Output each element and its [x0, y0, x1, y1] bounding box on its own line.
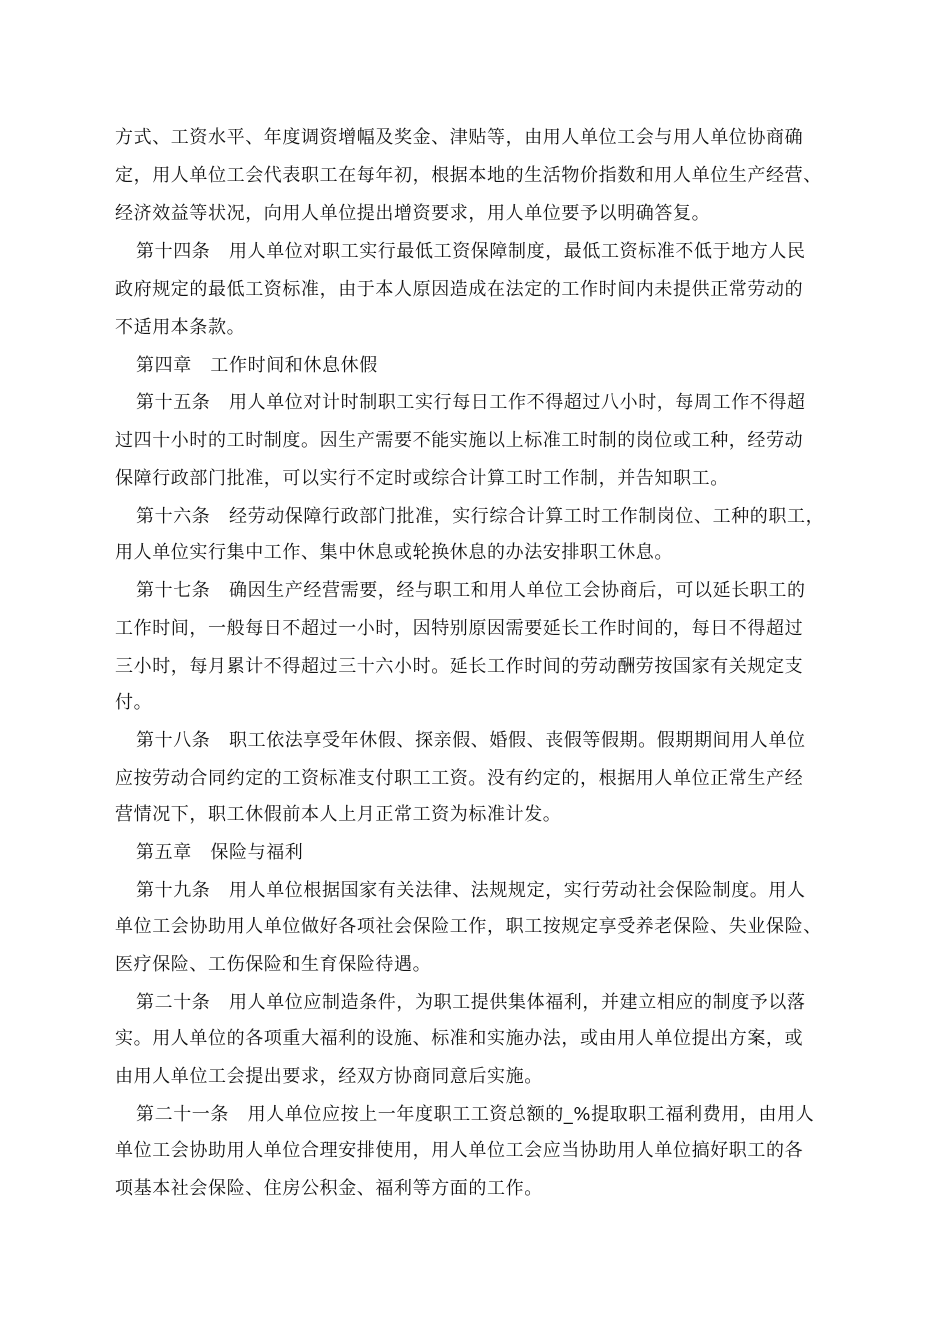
- text-line: 应按劳动合同约定的工资标准支付职工工资。没有约定的，根据用人单位正常生产经: [115, 768, 804, 789]
- text-line: 用人单位实行集中工作、集中休息或轮换休息的办法安排职工休息。: [115, 542, 673, 563]
- article-18-heading-line: 第十八条 职工依法享受年休假、探亲假、婚假、丧假等假期。假期期间用人单位: [136, 730, 806, 751]
- article-16-heading-line: 第十六条 经劳动保障行政部门批准，实行综合计算工时工作制岗位、工种的职工，: [136, 506, 825, 527]
- text-line: 过四十小时的工时制度。因生产需要不能实施以上标准工时制的岗位或工种，经劳动: [115, 430, 804, 451]
- text-line: 工作时间，一般每日不超过一小时，因特别原因需要延长工作时间的，每日不得超过: [115, 618, 804, 639]
- text-line: 由用人单位工会提出要求，经双方协商同意后实施。: [115, 1066, 543, 1087]
- text-line: 定，用人单位工会代表职工在每年初，根据本地的生活物价指数和用人单位生产经营、: [115, 165, 822, 186]
- chapter-4-title: 第四章 工作时间和休息休假: [136, 355, 378, 376]
- text-line: 经济效益等状况，向用人单位提出增资要求，用人单位要予以明确答复。: [115, 203, 711, 224]
- chapter-5-title: 第五章 保险与福利: [136, 842, 304, 863]
- text-line: 营情况下，职工休假前本人上月正常工资为标准计发。: [115, 804, 562, 825]
- article-19-heading-line: 第十九条 用人单位根据国家有关法律、法规规定，实行劳动社会保险制度。用人: [136, 880, 806, 901]
- article-17-heading-line: 第十七条 确因生产经营需要，经与职工和用人单位工会协商后，可以延长职工的: [136, 580, 806, 601]
- text-line: 实。用人单位的各项重大福利的设施、标准和实施办法，或由用人单位提出方案，或: [115, 1028, 804, 1049]
- text-line: 单位工会协助用人单位合理安排使用，用人单位工会应当协助用人单位搞好职工的各: [115, 1140, 804, 1161]
- text-line: 三小时，每月累计不得超过三十六小时。延长工作时间的劳动酬劳按国家有关规定支: [115, 656, 804, 677]
- text-line: 单位工会协助用人单位做好各项社会保险工作，职工按规定享受养老保险、失业保险、: [115, 916, 822, 937]
- article-15-heading-line: 第十五条 用人单位对计时制职工实行每日工作不得超过八小时，每周工作不得超: [136, 392, 806, 413]
- text-line: 保障行政部门批准，可以实行不定时或综合计算工时工作制，并告知职工。: [115, 468, 729, 489]
- text-line: 政府规定的最低工资标准，由于本人原因造成在法定的工作时间内未提供正常劳动的: [115, 279, 804, 300]
- text-line: 医疗保险、工伤保险和生育保险待遇。: [115, 954, 432, 975]
- text-line: 方式、工资水平、年度调资增幅及奖金、津贴等，由用人单位工会与用人单位协商确: [115, 127, 804, 148]
- article-21-heading-line: 第二十一条 用人单位应按上一年度职工工资总额的_%提取职工福利费用，由用人: [136, 1104, 815, 1125]
- article-20-heading-line: 第二十条 用人单位应制造条件，为职工提供集体福利，并建立相应的制度予以落: [136, 992, 806, 1013]
- text-line: 项基本社会保险、住房公积金、福利等方面的工作。: [115, 1178, 543, 1199]
- article-14-heading-line: 第十四条 用人单位对职工实行最低工资保障制度，最低工资标准不低于地方人民: [136, 241, 806, 262]
- text-line: 付。: [115, 692, 153, 713]
- text-line: 不适用本条款。: [115, 317, 246, 338]
